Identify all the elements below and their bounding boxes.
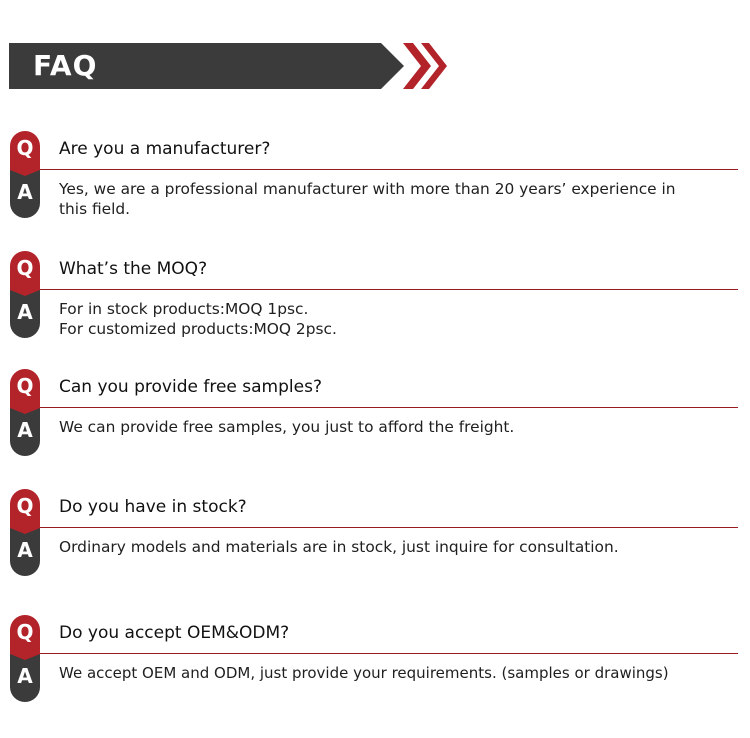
answer-line: Ordinary models and materials are in stock, just inquire for consultation. [59,538,619,556]
faq-question: Do you accept OEM&ODM? [59,623,290,643]
faq-question: Can you provide free samples? [59,377,322,397]
faq-question: Are you a manufacturer? [59,139,271,159]
q-label: Q [16,256,34,280]
qa-badge [10,251,40,343]
answer-line: For in stock products:MOQ 1psc. [59,300,309,318]
divider [40,653,738,654]
q-label: Q [16,136,34,160]
a-label: A [17,418,33,442]
divider [40,527,738,528]
faq-answer [59,418,739,438]
page-title: FAQ [33,49,98,82]
answer-line: We accept OEM and ODM, just provide your requirements. (samples or drawings) [59,664,669,682]
faq-answer [59,664,739,684]
q-label: Q [16,374,34,398]
answer-line: Yes, we are a professional manufacturer with more than 20 years’ experience in [59,180,676,198]
qa-badge [10,369,40,461]
faq-header [9,43,449,89]
q-label: Q [16,494,34,518]
faq-question: Do you have in stock? [59,497,247,517]
a-label: A [17,538,33,562]
faq-answer [59,300,739,339]
faq-answer [59,538,739,558]
faq-question: What’s the MOQ? [59,259,208,279]
qa-badge [10,131,40,223]
divider [40,169,738,170]
faq-answer [59,180,739,219]
q-label: Q [16,620,34,644]
a-label: A [17,664,33,688]
divider [40,289,738,290]
a-label: A [17,180,33,204]
divider [40,407,738,408]
qa-badge [10,615,40,707]
answer-line: We can provide free samples, you just to afford the freight. [59,418,515,436]
answer-line: For customized products:MOQ 2psc. [59,319,337,338]
answer-line: this field. [59,199,131,218]
qa-badge [10,489,40,581]
a-label: A [17,300,33,324]
